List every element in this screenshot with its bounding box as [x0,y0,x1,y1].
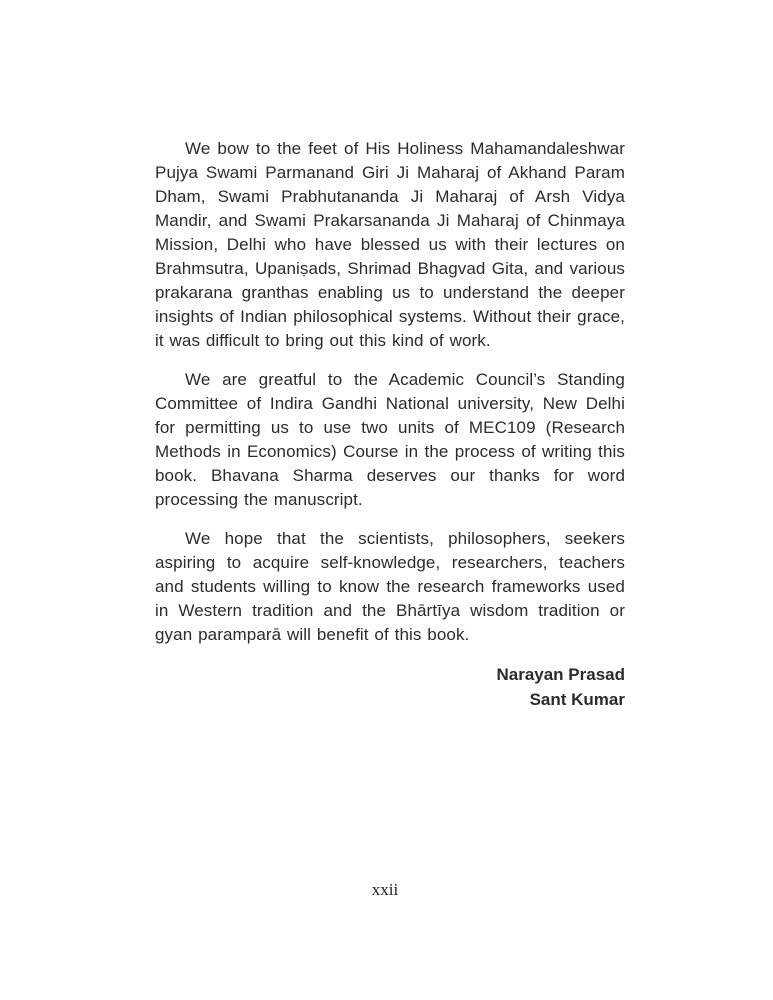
paragraph-acknowledgement-gurus: We bow to the feet of His Holiness Mahamandaleshwar Pujya Swami Parmanand Giri Ji Maharaj of Akhand Param Dham, Swami Prabhutananda Ji Maharaj of Arsh Vidya Mandir, and Swami Prakarsananda Ji Maharaj of Chinmaya Mission, Delhi who have blessed us with their lectures on Brahmsutra, Upaniṣads, Shrimad Bhagvad Gita, and various prakarana granthas enabling us to understand the deeper insights of Indian philosophical systems. Without their grace, it was difficult to bring out this kind of work. [155,139,625,350]
paragraph-acknowledgement-academic-council: We are greatful to the Academic Council’s Standing Committee of Indira Gandhi National university, New Delhi for permitting us to use two units of MEC109 (Research Methods in Economics) Course in the process of writing this book. Bhavana Sharma deserves our thanks for word processing the manuscript. [155,370,625,509]
author-name-1: Narayan Prasad [496,665,625,684]
paragraph-hope-for-readers: We hope that the scientists, philosophers, seekers aspiring to acquire self-knowledge, researchers, teachers and students willing to know the research frameworks used in Western tradition and the Bhārtīya wisdom tradition or gyan paramparā will benefit of this book. [155,529,625,644]
author-name-2: Sant Kumar [529,690,625,709]
page-body-text [155,137,625,712]
author-signatures [155,662,625,712]
page-number: xxii [371,880,399,899]
